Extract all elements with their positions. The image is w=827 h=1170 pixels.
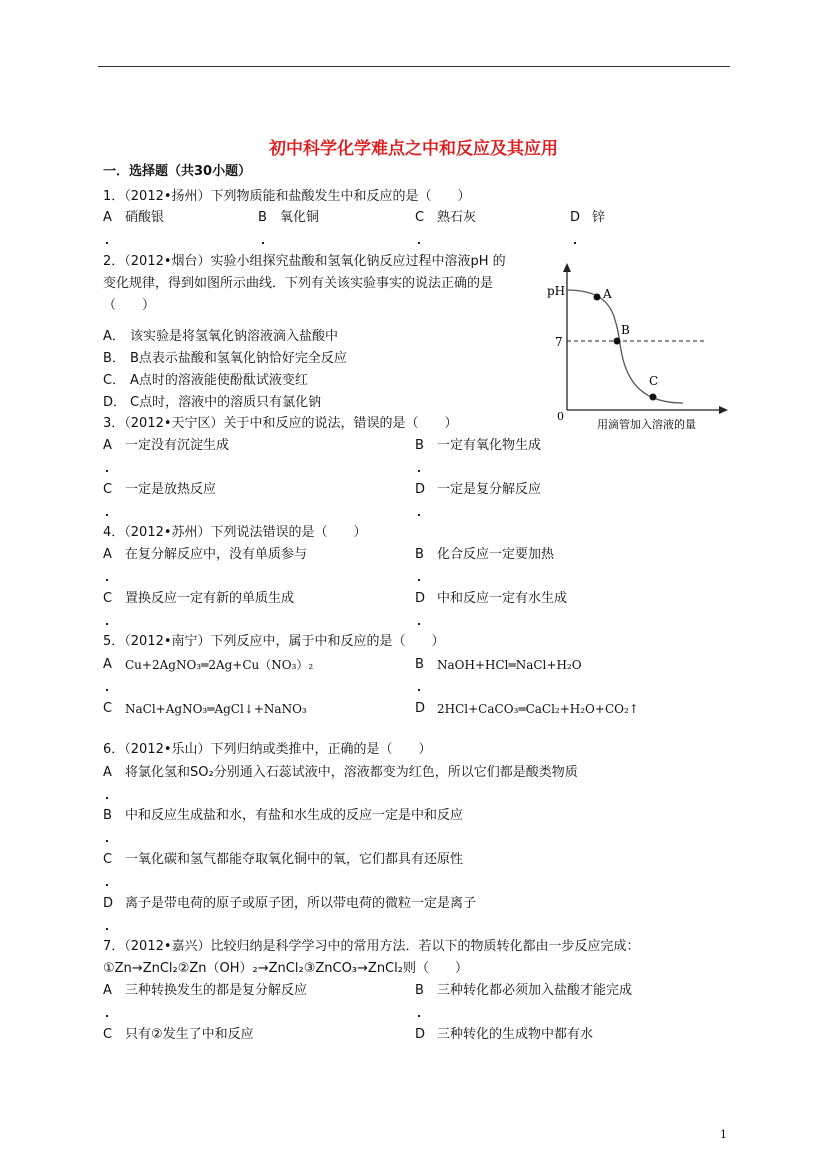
q6-option-c[interactable]: 一氧化碳和氢气都能夺取氧化铜中的氧，它们都具有还原性: [125, 852, 464, 867]
q1-option-c[interactable]: 熟石灰: [437, 210, 477, 225]
dot: [106, 470, 108, 472]
x-axis-arrow-icon: [719, 406, 728, 414]
dot: [418, 1015, 420, 1017]
q6-stem: 6．（2012•乐山）下列归纳或类推中，正确的是（ ）: [103, 742, 432, 757]
q3-option-d[interactable]: 一定是复分解反应: [437, 482, 542, 497]
dot: [106, 242, 108, 244]
q3-stem: 3．（2012•天宁区）关于中和反应的说法，错误的是（ ）: [103, 416, 458, 431]
q1-letter-d: D: [570, 210, 581, 225]
q5-letter-d: D: [415, 701, 426, 716]
dot: [418, 579, 420, 581]
y-axis-label: pH: [547, 284, 566, 298]
q1-option-b[interactable]: 氧化铜: [280, 210, 320, 225]
q7-option-b[interactable]: 三种转化都必须加入盐酸才能完成: [437, 983, 633, 998]
dot: [106, 840, 108, 842]
q2-stem-line2: 变化规律，得到如图所示曲线．下列有关该实验事实的说法正确的是: [103, 276, 494, 291]
q2-letter-d: D．: [103, 395, 127, 410]
q5-letter-a: A: [103, 657, 112, 672]
q6-letter-b: B: [103, 808, 112, 823]
point-b-label: B: [621, 323, 630, 337]
q3-option-b[interactable]: 一定有氧化物生成: [437, 438, 542, 453]
q2-letter-b: B．: [103, 351, 125, 366]
q3-letter-a: A: [103, 438, 112, 453]
dot: [106, 689, 108, 691]
ph-curve: [567, 290, 683, 403]
section-heading: 一．选择题（共30小题）: [103, 164, 252, 179]
q5-letter-c: C: [103, 701, 113, 716]
q5-option-a[interactable]: Cu+2AgNO₃═2Ag+Cu（NO₃）₂: [125, 658, 314, 672]
q3-letter-d: D: [415, 482, 426, 497]
dot: [418, 470, 420, 472]
q4-stem: 4．（2012•苏州）下列说法错误的是（ ）: [103, 525, 367, 540]
q2-option-d[interactable]: C点时，溶液中的溶质只有氯化钠: [130, 395, 322, 410]
q7-letter-d: D: [415, 1027, 426, 1042]
q2-option-a[interactable]: 该实验是将氢氧化钠溶液滴入盐酸中: [130, 329, 339, 344]
dot: [106, 1015, 108, 1017]
q1-letter-c: C: [415, 210, 425, 225]
header-rule: [98, 66, 730, 67]
q4-letter-b: B: [415, 547, 424, 562]
q4-option-d[interactable]: 中和反应一定有水生成: [437, 591, 568, 606]
dot: [262, 242, 264, 244]
dot: [106, 623, 108, 625]
dot: [574, 242, 576, 244]
q2-letter-c: C．: [103, 373, 126, 388]
q7-letter-a: A: [103, 983, 112, 998]
origin-label: 0: [557, 410, 564, 423]
q2-stem-line1: 2．（2012•烟台）实验小组探究盐酸和氢氧化钠反应过程中溶液pH 的: [103, 254, 506, 269]
point-c-label: C: [649, 374, 659, 388]
q6-option-a[interactable]: 将氯化氢和SO₂分别通入石蕊试液中，溶液都变为红色，所以它们都是酸类物质: [125, 765, 578, 780]
ph-curve-figure: [535, 260, 735, 440]
q4-letter-d: D: [415, 591, 426, 606]
q5-option-b[interactable]: NaOH+HCl═NaCl+H₂O: [437, 658, 582, 672]
q5-option-c[interactable]: NaCl+AgNO₃═AgCl↓+NaNO₃: [125, 702, 307, 716]
q1-option-d[interactable]: 锌: [592, 210, 606, 225]
q1-stem: 1．（2012•扬州）下列物质能和盐酸发生中和反应的是（ ）: [103, 189, 471, 204]
y-axis-arrow-icon: [563, 263, 571, 272]
q4-letter-c: C: [103, 591, 113, 606]
x-axis-label: 用滴管加入溶液的量: [597, 418, 696, 431]
q4-option-b[interactable]: 化合反应一定要加热: [437, 547, 555, 562]
q3-option-a[interactable]: 一定没有沉淀生成: [125, 438, 230, 453]
q7-stem-line2: ①Zn→ZnCl₂②Zn（OH）₂→ZnCl₂③ZnCO₃→ZnCl₂则（ ）: [103, 961, 468, 976]
q5-letter-b: B: [415, 657, 424, 672]
q2-option-c[interactable]: A点时的溶液能使酚酞试液变红: [130, 373, 308, 388]
q5-option-d[interactable]: 2HCl+CaCO₃═CaCl₂+H₂O+CO₂↑: [437, 702, 639, 716]
point-a-label: A: [603, 287, 612, 301]
q6-option-b[interactable]: 中和反应生成盐和水，有盐和水生成的反应一定是中和反应: [125, 808, 464, 823]
dot: [418, 514, 420, 516]
dot: [106, 797, 108, 799]
q1-letter-b: B: [258, 210, 267, 225]
dot: [106, 579, 108, 581]
q7-option-a[interactable]: 三种转换发生的都是复分解反应: [125, 983, 308, 998]
q5-stem: 5．（2012•南宁）下列反应中，属于中和反应的是（ ）: [103, 634, 445, 649]
y-tick-7: 7: [555, 335, 563, 349]
dot: [106, 884, 108, 886]
q6-letter-c: C: [103, 852, 113, 867]
q7-option-d[interactable]: 三种转化的生成物中都有水: [437, 1027, 594, 1042]
q3-option-c[interactable]: 一定是放热反应: [125, 482, 217, 497]
q7-letter-b: B: [415, 983, 424, 998]
q6-letter-d: D: [103, 896, 114, 911]
point-c: [650, 394, 657, 401]
point-a: [594, 294, 601, 301]
q7-option-c[interactable]: 只有②发生了中和反应: [125, 1027, 254, 1042]
q7-letter-c: C: [103, 1027, 113, 1042]
point-b: [614, 338, 621, 345]
q6-letter-a: A: [103, 765, 112, 780]
page-title: 初中科学化学难点之中和反应及其应用: [269, 139, 558, 159]
q6-option-d[interactable]: 离子是带电荷的原子或原子团，所以带电荷的微粒一定是离子: [125, 896, 477, 911]
q3-letter-c: C: [103, 482, 113, 497]
q4-letter-a: A: [103, 547, 112, 562]
dot: [106, 514, 108, 516]
dot: [106, 928, 108, 930]
page-number: 1: [720, 1128, 727, 1141]
q1-letter-a: A: [103, 210, 112, 225]
q1-option-a[interactable]: 硝酸银: [125, 210, 165, 225]
q4-option-c[interactable]: 置换反应一定有新的单质生成: [125, 591, 295, 606]
q2-stem-line3: （ ）: [103, 298, 156, 313]
q2-letter-a: A．: [103, 329, 125, 344]
q3-letter-b: B: [415, 438, 424, 453]
q7-stem-line1: 7．（2012•嘉兴）比较归纳是科学学习中的常用方法．若以下的物质转化都由一步反应完成：: [103, 939, 640, 954]
dot: [418, 242, 420, 244]
q4-option-a[interactable]: 在复分解反应中，没有单质参与: [125, 547, 308, 562]
dot: [418, 689, 420, 691]
dot: [418, 623, 420, 625]
q2-option-b[interactable]: B点表示盐酸和氢氧化钠恰好完全反应: [130, 351, 347, 366]
